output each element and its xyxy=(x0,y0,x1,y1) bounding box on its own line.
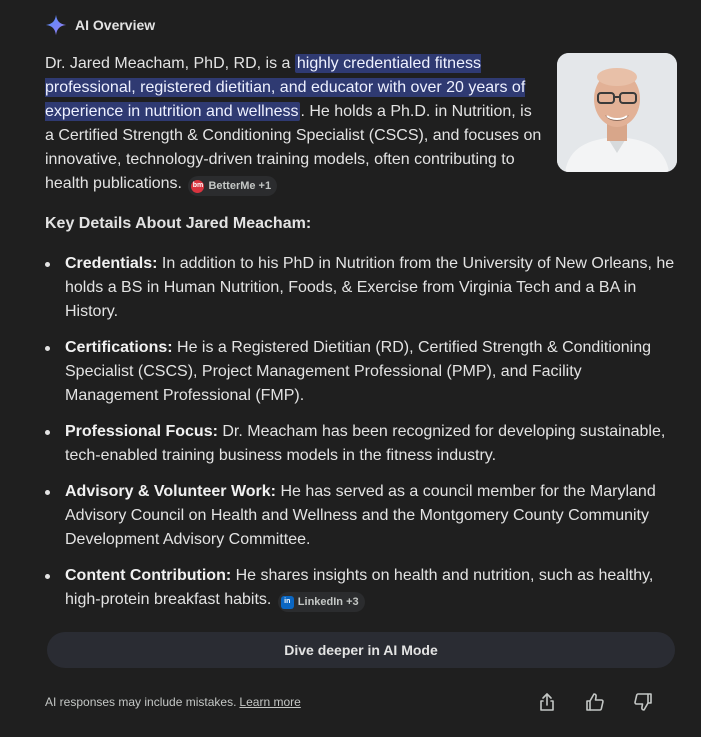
intro-text-before: Dr. Jared Meacham, PhD, RD, is a xyxy=(45,55,295,72)
thumbs-up-icon[interactable] xyxy=(583,690,607,714)
linkedin-icon: in xyxy=(281,596,294,609)
learn-more-link[interactable]: Learn more xyxy=(239,695,301,709)
list-item-credentials xyxy=(45,252,675,324)
intro-paragraph xyxy=(45,52,545,196)
list-item-certifications xyxy=(45,336,675,408)
intro-text-after: . He holds a Ph.D. in Nutrition, is a Certified Strength & Conditioning Specialist (CSCS), and focuses on innovative, technology-driven training models, often contributing to health publications. xyxy=(45,103,542,192)
highlighted-summary: highly credentialed fitness professional, registered dietitian, and educator with over 20 years of experience in nutrition and wellness xyxy=(45,55,526,120)
sparkle-icon xyxy=(45,14,67,36)
dive-deeper-button[interactable]: Dive deeper in AI Mode xyxy=(47,632,675,668)
source-chip-linkedin[interactable] xyxy=(278,592,365,612)
list-item-content-contribution xyxy=(45,564,675,612)
share-icon[interactable] xyxy=(535,690,559,714)
betterme-icon: bm xyxy=(191,180,204,193)
list-item-advisory-work xyxy=(45,480,675,552)
ai-overview-title: AI Overview xyxy=(75,17,156,33)
feedback-actions xyxy=(535,690,655,714)
bullet-text: He has served as a council member for the Maryland Advisory Council on Health and Wellness and the Montgomery County Community Development Advisory Committee. xyxy=(65,483,656,548)
bullet-label: Certifications: xyxy=(65,339,173,356)
source-chip-label: LinkedIn +3 xyxy=(297,596,359,608)
disclaimer xyxy=(45,693,301,711)
bullet-label: Credentials: xyxy=(65,255,158,272)
bullet-label: Advisory & Volunteer Work: xyxy=(65,483,276,500)
source-chip-betterme[interactable] xyxy=(188,176,277,196)
bullet-text: He shares insights on health and nutrition, such as healthy, high-protein breakfast habits. xyxy=(65,567,654,608)
bullet-label: Professional Focus: xyxy=(65,423,218,440)
bullet-text: He is a Registered Dietitian (RD), Certified Strength & Conditioning Specialist (CSCS), Project Management Professional (PMP), and Facility Management Professional (FMP). xyxy=(65,339,652,404)
list-item-professional-focus xyxy=(45,420,675,468)
profile-photo[interactable] xyxy=(557,53,677,172)
bullet-text: Dr. Meacham has been recognized for developing sustainable, tech-enabled training business models in the fitness industry. xyxy=(65,423,666,464)
key-details-heading: Key Details About Jared Meacham: xyxy=(45,215,312,232)
bullet-label: Content Contribution: xyxy=(65,567,232,584)
details-list xyxy=(45,252,675,624)
ai-overview-header xyxy=(45,13,155,37)
source-chip-label: BetterMe +1 xyxy=(208,180,272,192)
bullet-text: In addition to his PhD in Nutrition from the University of New Orleans, he holds a BS in Human Nutrition, Foods, & Exercise from Virginia Tech and a BA in History. xyxy=(65,255,675,320)
disclaimer-text: AI responses may include mistakes. xyxy=(45,695,237,709)
thumbs-down-icon[interactable] xyxy=(631,690,655,714)
